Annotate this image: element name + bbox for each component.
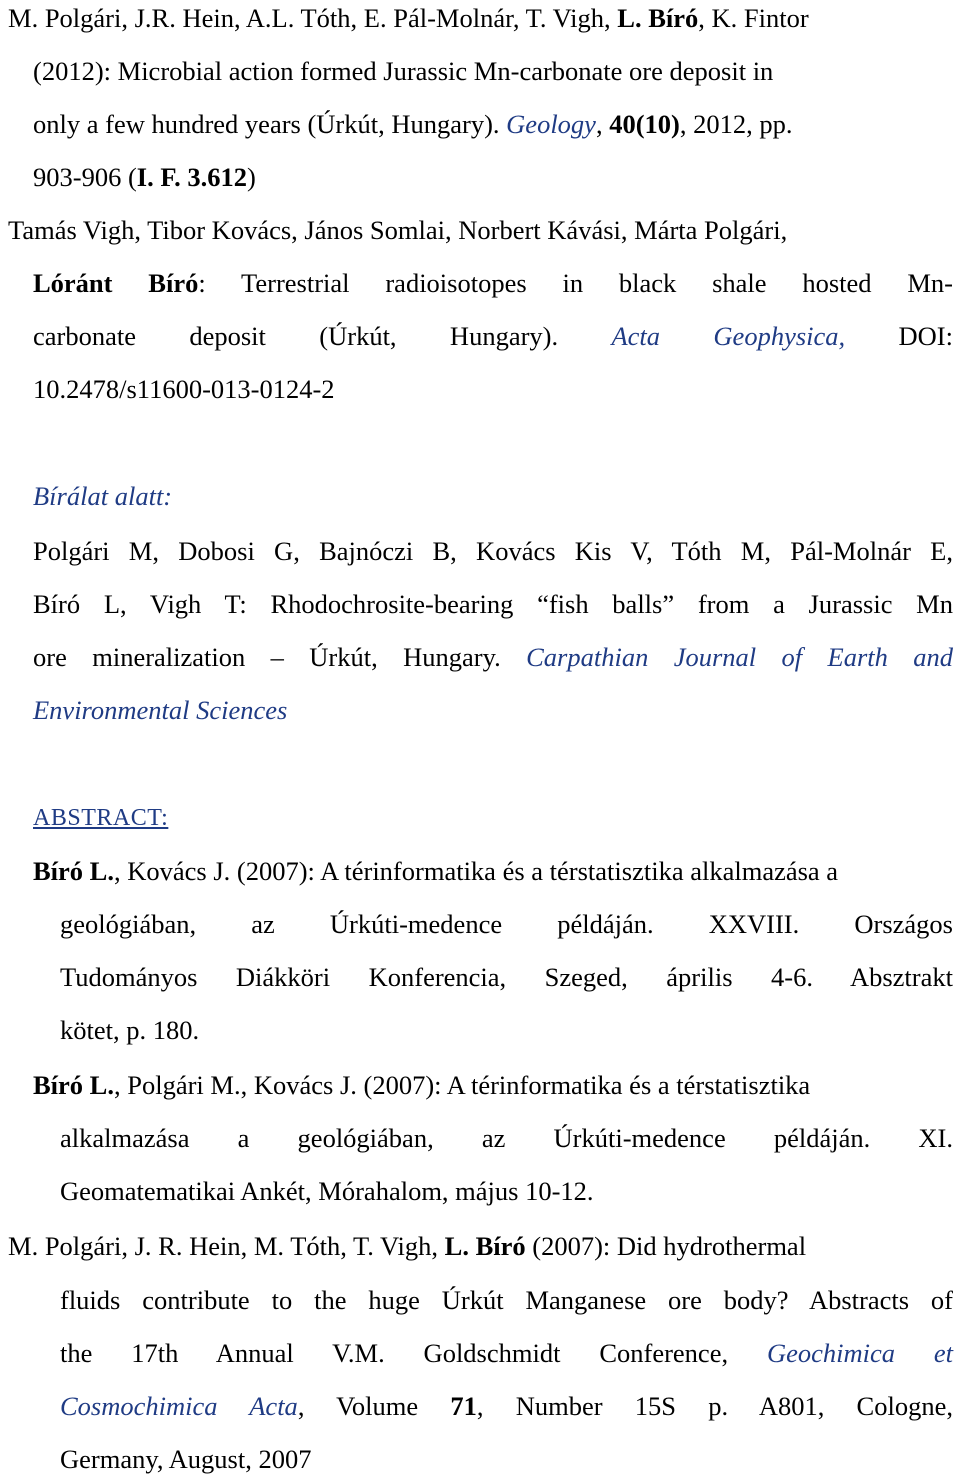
ref2-line4 — [33, 373, 335, 405]
ref1-impact-factor: I. F. 3.612 — [136, 162, 247, 192]
abstract-e3-text-5: Germany, August, 2007 — [60, 1444, 312, 1474]
abstract-e1-text-2: geológiában, az Úrkúti-medence példáján. XXVIII. Országos — [60, 909, 953, 939]
abstract-e2-text-2: alkalmazása a geológiában, az Úrkúti-medence példáján. XI. — [60, 1123, 953, 1153]
abstract-e3-volume: 71 — [450, 1391, 477, 1421]
abstract-e2-text-1: , Polgári M., Kovács J. (2007): A térinformatika és a térstatisztika — [113, 1070, 811, 1100]
abstract-e1-text-1: , Kovács J. (2007): A térinformatika és a térstatisztika alkalmazása a — [113, 856, 839, 886]
ref1-journal: Geology — [506, 109, 596, 139]
abstract-e1-line4 — [60, 1014, 199, 1046]
ref2-doi: 10.2478/s11600-013-0124-2 — [33, 374, 335, 404]
abstract-e2-line2 — [60, 1122, 953, 1154]
abstract-e1-line3 — [60, 961, 953, 993]
ref1-line1 — [8, 2, 809, 34]
review-journal-b: Environmental Sciences — [33, 695, 288, 725]
review-line1 — [33, 535, 953, 567]
ref2-line3 — [33, 320, 953, 352]
ref2-authors: Tamás Vigh, Tibor Kovács, János Somlai, Norbert Kávási, Márta Polgári, — [8, 215, 788, 245]
abstract-e3-text-2: fluids contribute to the huge Úrkút Manganese ore body? Abstracts of — [60, 1285, 953, 1315]
abstract-e3-text-4b: , Number 15S p. A801, Cologne, — [476, 1391, 953, 1421]
review-text-3: ore mineralization – Úrkút, Hungary. — [33, 642, 527, 672]
ref1-line4 — [33, 161, 256, 193]
abstract-heading-text: ABSTRACT: — [33, 805, 169, 831]
abstract-e3-journal-a: Geochimica et — [766, 1338, 953, 1368]
abstract-e2-line3 — [60, 1175, 594, 1207]
abstract-e1-line1 — [33, 855, 838, 887]
abstract-e1-author-highlight: Bíró L. — [33, 856, 114, 886]
ref1-text-3c: , 2012, pp. — [679, 109, 793, 139]
abstract-e1-text-4: kötet, p. 180. — [60, 1015, 200, 1045]
ref1-line2 — [33, 55, 773, 87]
abstract-e2-line1 — [33, 1069, 810, 1101]
ref1-text-4b: ) — [246, 162, 256, 192]
review-line4 — [33, 694, 287, 726]
ref2-author-highlight: Lóránt Bíró — [33, 268, 199, 298]
abstract-e3-author-highlight: L. Bíró — [444, 1231, 526, 1261]
ref2-title-b: carbonate deposit (Úrkút, Hungary). — [33, 321, 612, 351]
ref1-text-2: (2012): Microbial action formed Jurassic Mn-carbonate ore deposit in — [33, 56, 774, 86]
ref1-text-3b: , — [595, 109, 610, 139]
ref1-text-4a: 903-906 ( — [33, 162, 137, 192]
review-line3 — [33, 641, 953, 673]
abstract-e3-text-3: the 17th Annual V.M. Goldschmidt Conference, — [60, 1338, 767, 1368]
ref1-author-highlight: L. Bíró — [617, 3, 699, 33]
review-heading-text: Bírálat alatt: — [33, 481, 173, 511]
review-journal-a: Carpathian Journal of Earth and — [526, 642, 953, 672]
abstract-e3-line1 — [8, 1230, 806, 1262]
review-heading — [33, 480, 172, 512]
ref1-authors: M. Polgári, J.R. Hein, A.L. Tóth, E. Pál-Molnár, T. Vigh, — [8, 3, 618, 33]
abstract-e1-line2 — [60, 908, 953, 940]
ref1-authors-tail: , K. Fintor — [698, 3, 809, 33]
ref1-text-3a: only a few hundred years (Úrkút, Hungary). — [33, 109, 507, 139]
abstract-e3-line2 — [60, 1284, 953, 1316]
review-line2 — [33, 588, 953, 620]
abstract-e3-authors: M. Polgári, J. R. Hein, M. Tóth, T. Vigh, — [8, 1231, 445, 1261]
ref2-doi-label: DOI: — [845, 321, 953, 351]
abstract-e2-text-3: Geomatematikai Ankét, Mórahalom, május 10-12. — [60, 1176, 594, 1206]
review-text-1: Polgári M, Dobosi G, Bajnóczi B, Kovács Kis V, Tóth M, Pál-Molnár E, — [33, 536, 953, 566]
abstract-heading — [33, 802, 168, 834]
ref2-title-a: : Terrestrial radioisotopes in black shale hosted Mn- — [198, 268, 953, 298]
abstract-e3-line4 — [60, 1390, 953, 1422]
abstract-e1-text-3: Tudományos Diákköri Konferencia, Szeged, április 4-6. Absztrakt — [60, 962, 953, 992]
ref2-journal: Acta Geophysica, — [611, 321, 846, 351]
ref2-line2 — [33, 267, 953, 299]
abstract-e2-author-highlight: Bíró L. — [33, 1070, 114, 1100]
ref2-line1 — [8, 214, 787, 246]
review-text-2: Bíró L, Vigh T: Rhodochrosite-bearing “fish balls” from a Jurassic Mn — [33, 589, 953, 619]
abstract-e3-line5 — [60, 1443, 311, 1475]
abstract-e3-journal-b: Cosmochimica Acta — [60, 1391, 298, 1421]
ref1-line3 — [33, 108, 792, 140]
abstract-e3-text-4a: , Volume — [297, 1391, 451, 1421]
ref1-volume: 40(10) — [609, 109, 680, 139]
abstract-e3-line3 — [60, 1337, 953, 1369]
abstract-e3-text-1: (2007): Did hydrothermal — [525, 1231, 807, 1261]
